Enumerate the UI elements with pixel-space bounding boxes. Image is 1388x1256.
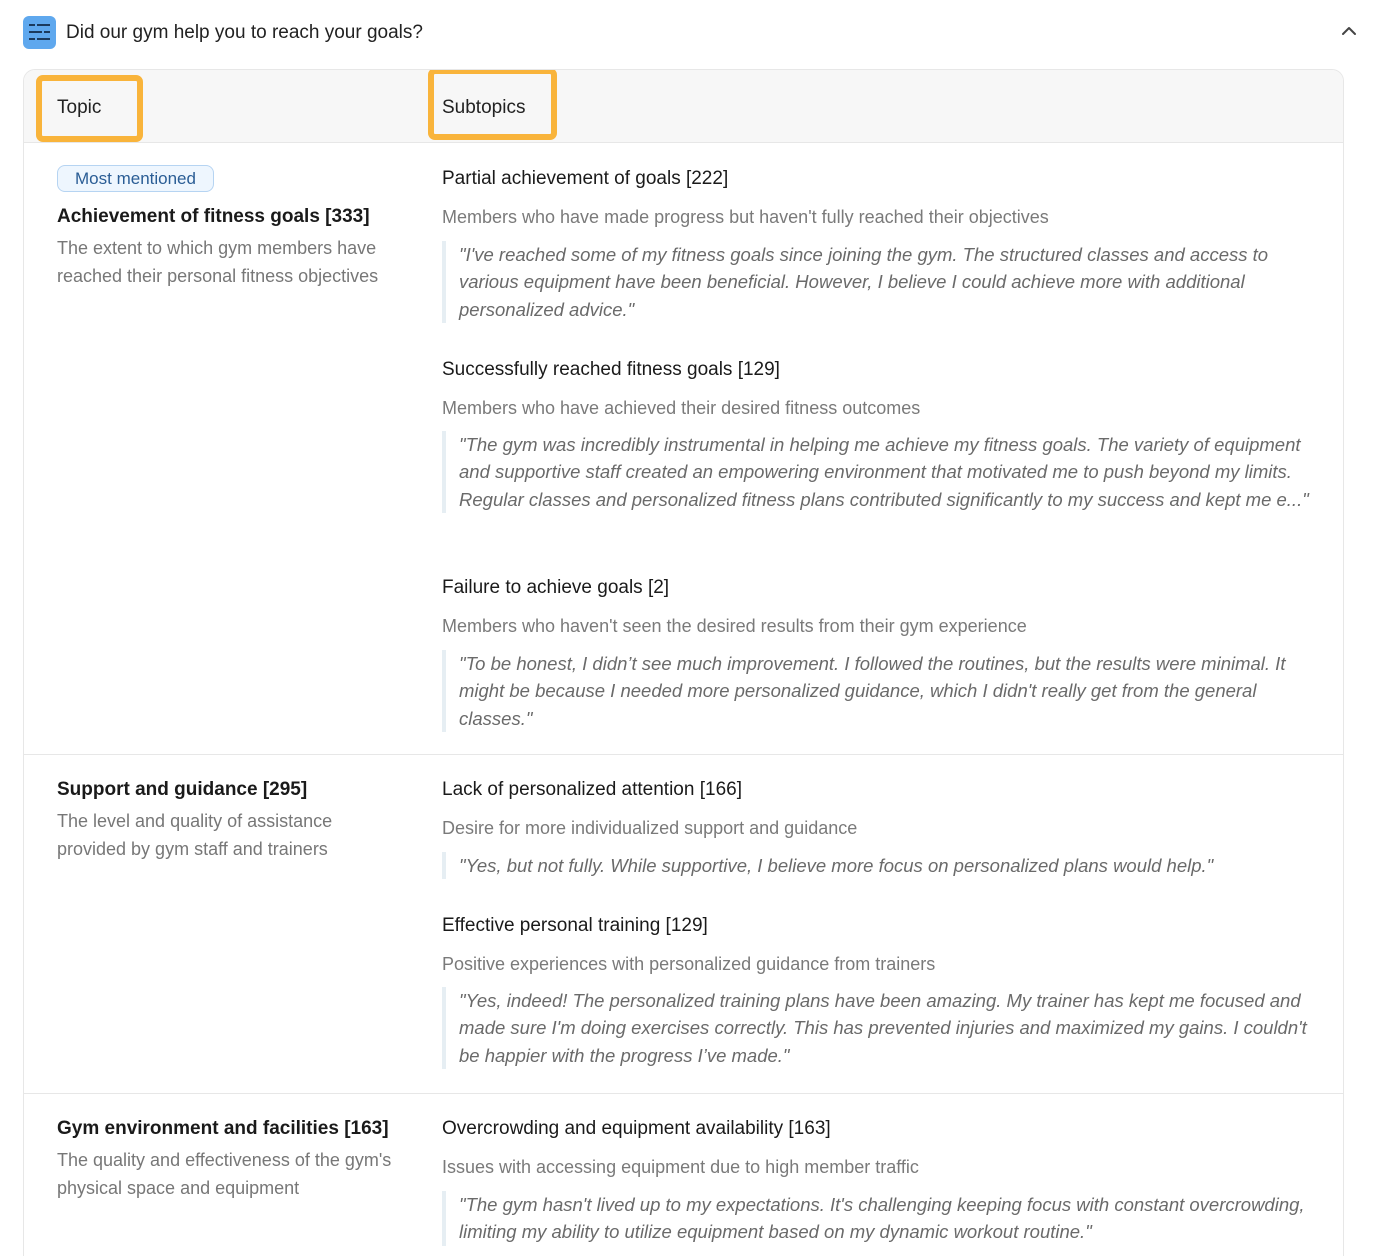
subtopic-description: Desire for more individualized support and guidance [442, 818, 858, 838]
collapse-button[interactable] [1335, 18, 1363, 46]
topic-description: The extent to which gym members have reached their personal fitness objectives [57, 238, 379, 286]
chevron-up-icon [1341, 25, 1357, 37]
subtopic-title: Failure to achieve goals [2] [442, 577, 670, 598]
subtopic-description: Issues with accessing equipment due to high member traffic [442, 1157, 919, 1177]
question-header[interactable] [23, 14, 1363, 50]
subtopic-title: Effective personal training [129] [442, 915, 708, 936]
topics-table [23, 69, 1344, 1256]
subtopic-description: Positive experiences with personalized guidance from trainers [442, 954, 936, 974]
topic-description: The quality and effectiveness of the gym's physical space and equipment [57, 1150, 392, 1198]
survey-list-icon [23, 16, 56, 49]
subtopic-description: Members who have achieved their desired fitness outcomes [442, 398, 921, 418]
subtopic-quote: "To be honest, I didn’t see much improvement. I followed the routines, but the results were minimal. It might be because I needed more personalized guidance, which I didn't really get from the general classes." [442, 650, 1322, 732]
column-header-topic[interactable]: Topic [57, 97, 102, 118]
topic-title: Support and guidance [295] [57, 779, 308, 800]
subtopic-quote: "Yes, but not fully. While supportive, I believe more focus on personalized plans would help." [442, 852, 1322, 879]
table-row [24, 144, 1343, 755]
subtopic-title: Partial achievement of goals [222] [442, 168, 729, 189]
subtopic-quote: "Yes, indeed! The personalized training plans have been amazing. My trainer has kept me focused and made sure I'm doing exercises correctly. This has prevented injuries and maximized my gains. I couldn't be happier with the progress I’ve made." [442, 987, 1322, 1069]
subtopic-quote: "The gym was incredibly instrumental in helping me achieve my fitness goals. The variety of equipment and supportive staff created an empowering environment that motivated me to push beyond my limits. Regular classes and personalized fitness plans contributed significantly to my success and kept me e..." [442, 431, 1322, 513]
subtopic-quote: "The gym hasn't lived up to my expectations. It's challenging keeping focus with constant overcrowding, limiting my ability to utilize equipment based on my dynamic workout routine." [442, 1191, 1322, 1246]
subtopic-quote: "I've reached some of my fitness goals since joining the gym. The structured classes and access to various equipment have been beneficial. However, I believe I could achieve more with additional personalized advice." [442, 241, 1322, 323]
topic-title: Gym environment and facilities [163] [57, 1118, 389, 1139]
table-row [24, 1094, 1343, 1256]
subtopic-title: Overcrowding and equipment availability [163] [442, 1118, 831, 1139]
column-header-subtopics[interactable]: Subtopics [442, 97, 526, 118]
topic-title: Achievement of fitness goals [333] [57, 206, 370, 227]
table-row [24, 755, 1343, 1094]
question-title: Did our gym help you to reach your goals? [66, 22, 423, 43]
subtopic-description: Members who have made progress but haven't fully reached their objectives [442, 207, 1049, 227]
subtopic-description: Members who haven't seen the desired results from their gym experience [442, 616, 1027, 636]
topic-description: The level and quality of assistance provided by gym staff and trainers [57, 811, 333, 859]
subtopic-title: Lack of personalized attention [166] [442, 779, 742, 800]
table-header [24, 70, 1343, 143]
subtopic-title: Successfully reached fitness goals [129] [442, 359, 780, 380]
most-mentioned-badge: Most mentioned [57, 165, 214, 192]
